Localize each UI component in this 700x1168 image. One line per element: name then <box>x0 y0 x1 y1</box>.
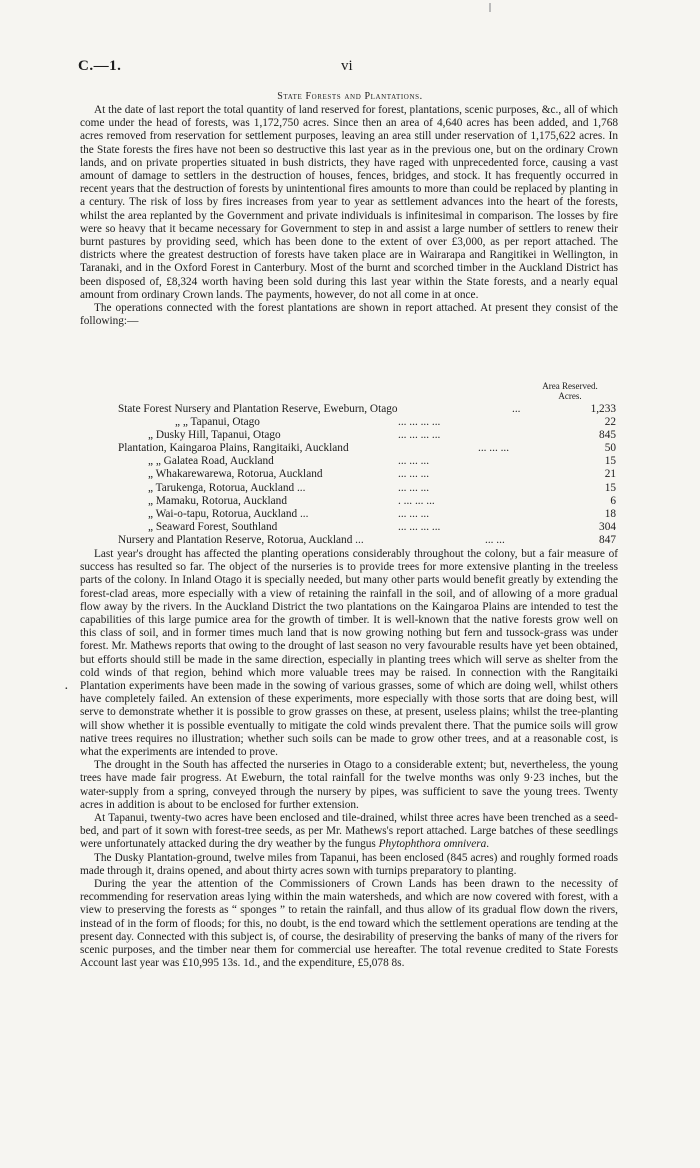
row-name: Nursery and Plantation Reserve, Rotorua, Auckland ... <box>118 533 364 546</box>
column-unit: Acres. <box>558 391 582 401</box>
margin-mark <box>489 3 491 12</box>
row-name: „ Dusky Hill, Tapanui, Otago <box>148 429 281 442</box>
column-title: Area Reserved. <box>542 381 598 391</box>
row-value: 21 <box>604 468 616 481</box>
row-name: „ „ Galatea Road, Auckland <box>148 455 274 468</box>
row-value: 15 <box>604 455 616 468</box>
paragraph-south-drought: The drought in the South has affected the nurseries in Otago to a considerable extent; but, nevertheless, the young trees have made fair progress. At Eweburn, the total rainfall for the twelve months was only 9·23 inches, but the water-supply from a spring, conveyed through the nursery by pipes, was sufficient to save the young trees. Twenty acres in addition is about to be enclosed for further extension. <box>80 759 618 811</box>
paragraph-dusky: The Dusky Plantation-ground, twelve miles from Tapanui, has been enclosed (845 acres) and roughly formed roads made through it, drains opened, and about thirty acres sown with turnips preparatory to planting. <box>80 851 618 877</box>
row-name: „ Tarukenga, Rotorua, Auckland ... <box>148 481 306 494</box>
row-name: „ Mamaku, Rotorua, Auckland <box>148 494 287 507</box>
paragraph-operations-intro: The operations connected with the forest plantations are shown in report attached. At present they consist of the following:— <box>80 302 618 328</box>
row-value: 304 <box>599 520 616 533</box>
row-value: 6 <box>610 494 616 507</box>
row-value: 15 <box>604 481 616 494</box>
paragraph-forest-reserves: At the date of last report the total quantity of land reserved for forest, plantations, scenic purposes, &c., all of which come under the head of forests, was 1,172,750 acres. Since then an area of 4,640 acres has been added, and 1,768 acres removed from reservation for settlement purposes, leaving an area still under reservation of 1,175,622 acres. In the State forests the fires have not been so destructive this last year as in the previous one, but on the ordinary Crown lands, and on private properties situated in bush districts, they have raged with unprecedented force, causing a vast amount of damage to settlers in the destruction of houses, fences, bridges, and stock. It has frequently occurred in recent years that the destruction of forests by unintentional fires amounts to more than could be replaced by planting in a century. The risk of loss by fires increases from year to year as settlement advances into the heart of the forests, whilst the area replanted by the Government and private individuals is infinitesimal in comparison. The losses by fire were so heavy that it became necessary for Government to step in and assist a large number of settlers to renew their burnt pastures by providing seed, which has been done to the extent of over £3,000, as per report attached. The districts where the greatest destruction of forests have taken place are in Wairarapa and Rangitikei in Wellington, in Taranaki, and in the Oxford Forest in Canterbury. Most of the burnt and scorched timber in the Auckland District has been disposed of, £8,324 worth having been sold during this last year within the State forests, and a nearly equal amount from ordinary Crown lands. The payments, however, do not all come in at once. <box>80 104 618 301</box>
row-leader: ... ... <box>485 533 505 546</box>
row-value: 18 <box>604 507 616 520</box>
row-name: „ Wai-o-tapu, Rotorua, Auckland ... <box>148 507 309 520</box>
table-row <box>80 482 618 495</box>
fungus-name: Phytophthora omnivera <box>378 838 487 851</box>
table-row <box>80 442 618 455</box>
paragraph-watersheds: During the year the attention of the Commissioners of Crown Lands has been drawn to the necessity of recommending for reservation areas lying within the main watersheds, and which are now covered with forest, with a view to preserving the forests as “ sponges ” to retain the rainfall, and thus allow of its gradual flow down the rivers, instead of in the form of floods; for this, no doubt, is the end toward which the settlement operations are tending at the present day. Connected with this subject is, of course, the desirability of preserving the banks of many of the rivers for scenic purposes, and the timber near them for commercial use hereafter. The total revenue credited to State Forests Account last year was £10,995 13s. 1d., and the expenditure, £5,078 8s. <box>80 878 618 970</box>
row-leader: ... ... ... ... <box>398 520 441 533</box>
row-value: 1,233 <box>590 403 616 415</box>
table-row <box>80 455 618 468</box>
row-value: 50 <box>604 442 616 455</box>
row-leader: ... ... ... <box>398 455 430 468</box>
row-name: „ „ Tapanui, Otago <box>175 416 260 429</box>
table-row <box>80 508 618 521</box>
section-title: State Forests and Plantations. <box>277 91 423 102</box>
table-row <box>80 468 618 481</box>
row-value: 845 <box>599 429 616 442</box>
row-value: 847 <box>599 533 616 546</box>
row-leader: . ... ... ... <box>398 494 435 507</box>
margin-dot: · <box>64 682 69 697</box>
row-leader: ... ... ... <box>398 481 430 494</box>
row-name: Plantation, Kaingaroa Plains, Rangitaiki, Auckland <box>118 442 349 455</box>
tapanui-text: At Tapanui, twenty-two acres have been enclosed and tile-drained, whilst three acres have been trenched as a seed-bed, and part of it sown with forest-tree seeds, as per Mr. Mathews's report attached. Large batches of these seedlings were unfortunately attacked during the dry weather by the fungus <box>80 812 618 851</box>
row-leader: ... ... ... ... <box>398 416 441 429</box>
table-row <box>80 429 618 442</box>
row-leader: ... ... ... <box>478 442 510 455</box>
row-leader: ... ... ... ... <box>398 429 441 442</box>
body-text <box>80 548 618 971</box>
row-value: 22 <box>604 416 616 429</box>
intro-text <box>80 104 618 328</box>
row-name: State Forest Nursery and Plantation Reserve, Eweburn, Otago <box>118 403 398 415</box>
plantation-table <box>80 403 618 547</box>
table-row <box>80 416 618 429</box>
page-number: vi <box>341 58 353 74</box>
row-name: „ Whakarewarewa, Rotorua, Auckland <box>148 468 323 481</box>
tapanui-end: . <box>486 838 490 851</box>
row-leader: ... ... ... <box>398 468 430 481</box>
table-column-header <box>520 381 620 401</box>
row-leader: ... <box>512 403 521 415</box>
table-row <box>80 534 618 547</box>
table-row <box>80 521 618 534</box>
paragraph-drought: Last year's drought has affected the planting operations considerably throughout the colony, but a fair measure of success has resulted so far. The object of the nurseries is to provide trees for more extensive planting in the treeless parts of the colony. In Inland Otago it is specially needed, but many other parts would benefit greatly by extending the forest-clad areas, more especially with a view of retaining the rainfall in the soil, and of allowing of a more gradual flow away by the rivers. In the Auckland District the two plantations on the Kaingaroa Plains are intended to test the capabilities of this large pumice area for the growth of timber. It is well-known that the native forests grow well on this class of soil, and in former times much land that is now growing nothing but fern and tussock-grass was under forest. Mr. Mathews reports that owing to the drought of last season no very favourable results have yet been obtained, but efforts should still be made in the same direction, especially in planting trees which will serve as shelter from the cold winds of that region, behind which more valuable trees may be raised. In connection with the Rangitaiki Plantation experiments have been made in the sowing of various grasses, some of which are doing well, whilst others have completely failed. An extension of these experiments, more especially with those sorts that are doing best, will serve to demonstrate whether it is possible to grow grasses on these, at present, useless plains; whilst the tree-planting will show whether it is possible eventually to mitigate the cold winds prevalent there. That the pumice soils will grow native trees requires no illustration; whether such soils can be made to grow other trees, and at a reasonable cost, is what the experiments are intended to prove. <box>80 548 618 759</box>
page-reference: C.—1. <box>78 58 122 74</box>
table-row <box>80 495 618 508</box>
row-leader: ... ... ... <box>398 507 430 520</box>
paragraph-tapanui <box>80 812 618 852</box>
table-row <box>80 403 618 416</box>
row-name: „ Seaward Forest, Southland <box>148 520 278 533</box>
